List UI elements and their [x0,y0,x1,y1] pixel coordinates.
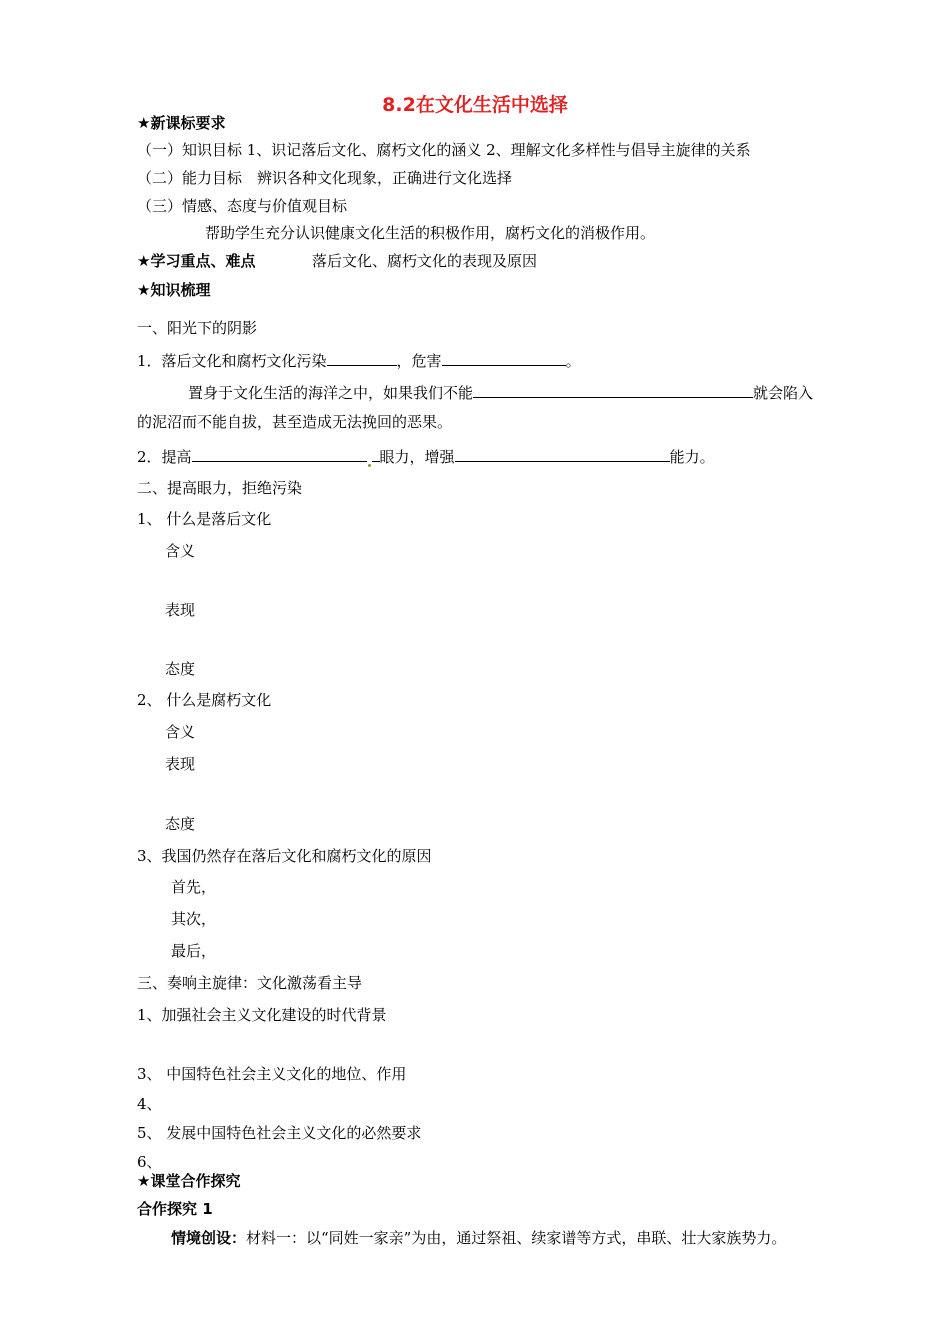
fill-line-1-text-a: 1．落后文化和腐朽文化污染 [137,352,327,370]
background-question: 1、加强社会主义文化建设的时代背景 [137,1006,387,1024]
fill-line-3-text-b: 眼力，增强 [379,448,455,466]
fill-line-1 [137,350,581,371]
key-points-text: 落后文化、腐朽文化的表现及原因 [312,252,538,270]
backward-attitude-label: 态度 [165,660,196,678]
fill-line-2-text-a: 置身于文化生活的海洋之中，如果我们不能 [188,384,474,402]
blank-field[interactable] [442,350,566,366]
document-title: 8.2在文化生活中选择 [382,94,568,116]
fill-line-3-text-a: 2．提高 [137,448,192,466]
blank-field[interactable] [473,382,753,398]
backward-meaning-label: 含义 [165,542,196,560]
cooperate-subheading: 合作探究 1 [137,1200,213,1218]
cooperate-heading: ★课堂合作探究 [137,1172,241,1190]
fill-line-2 [188,382,813,403]
requirements-heading: ★新课标要求 [137,114,226,132]
section-1-heading: 一、阳光下的阴影 [137,319,258,337]
blank-field[interactable] [327,350,397,366]
reason-last: 最后， [171,942,217,960]
attitude-goal: （三）情感、态度与价值观目标 [137,197,348,215]
key-points-heading: ★学习重点、难点 [137,252,256,270]
reasons-question: 3、我国仍然存在落后文化和腐朽文化的原因 [137,847,432,865]
knowledge-goal: （一）知识目标 1、识记落后文化、腐朽文化的涵义 2、理解文化多样性与倡导主旋律的关系 [137,141,751,159]
decadent-manifestation-label: 表现 [165,755,196,773]
blank-field[interactable] [372,446,380,462]
fill-line-1-text-b: ，危害 [396,352,442,370]
status-role-question: 3、 中国特色社会主义文化的地位、作用 [137,1065,407,1083]
fill-line-3 [137,446,715,467]
section-2-heading: 二、提高眼力，拒绝污染 [137,479,303,497]
decadent-meaning-label: 含义 [165,723,196,741]
requirement-question: 5、 发展中国特色社会主义文化的必然要求 [137,1124,422,1142]
fill-line-1-text-c: 。 [565,352,581,370]
fill-line-3-text-c: 能力。 [669,448,715,466]
fill-line-2-text-b: 就会陷入 [753,384,814,402]
scenario-text: 材料一：以“同姓一家亲”为由，通过祭祖、续家谱等方式，串联、壮大家族势力。 [246,1229,787,1247]
item-6: 6、 [137,1153,162,1171]
backward-manifestation-label: 表现 [165,601,196,619]
decadent-attitude-label: 态度 [165,815,196,833]
attitude-goal-text: 帮助学生充分认识健康文化生活的积极作用，腐朽文化的消极作用。 [205,224,656,242]
knowledge-review-heading: ★知识梳理 [137,281,211,299]
blank-field[interactable] [192,446,367,462]
scenario-label: 情境创设： [171,1229,247,1247]
ability-goal: （二）能力目标 辨识各种文化现象，正确进行文化选择 [137,169,513,187]
blank-field[interactable] [455,446,670,462]
section-3-heading: 三、奏响主旋律：文化激荡看主导 [137,974,363,992]
mark-dot [368,464,371,467]
reason-second: 其次， [171,910,217,928]
fill-line-2-cont: 的泥沼而不能自拔，甚至造成无法挽回的恶果。 [137,413,453,431]
backward-culture-question: 1、 什么是落后文化 [137,510,272,528]
item-4: 4、 [137,1095,162,1113]
scenario-line [171,1228,786,1248]
reason-first: 首先， [171,878,217,896]
decadent-culture-question: 2、 什么是腐朽文化 [137,691,272,709]
